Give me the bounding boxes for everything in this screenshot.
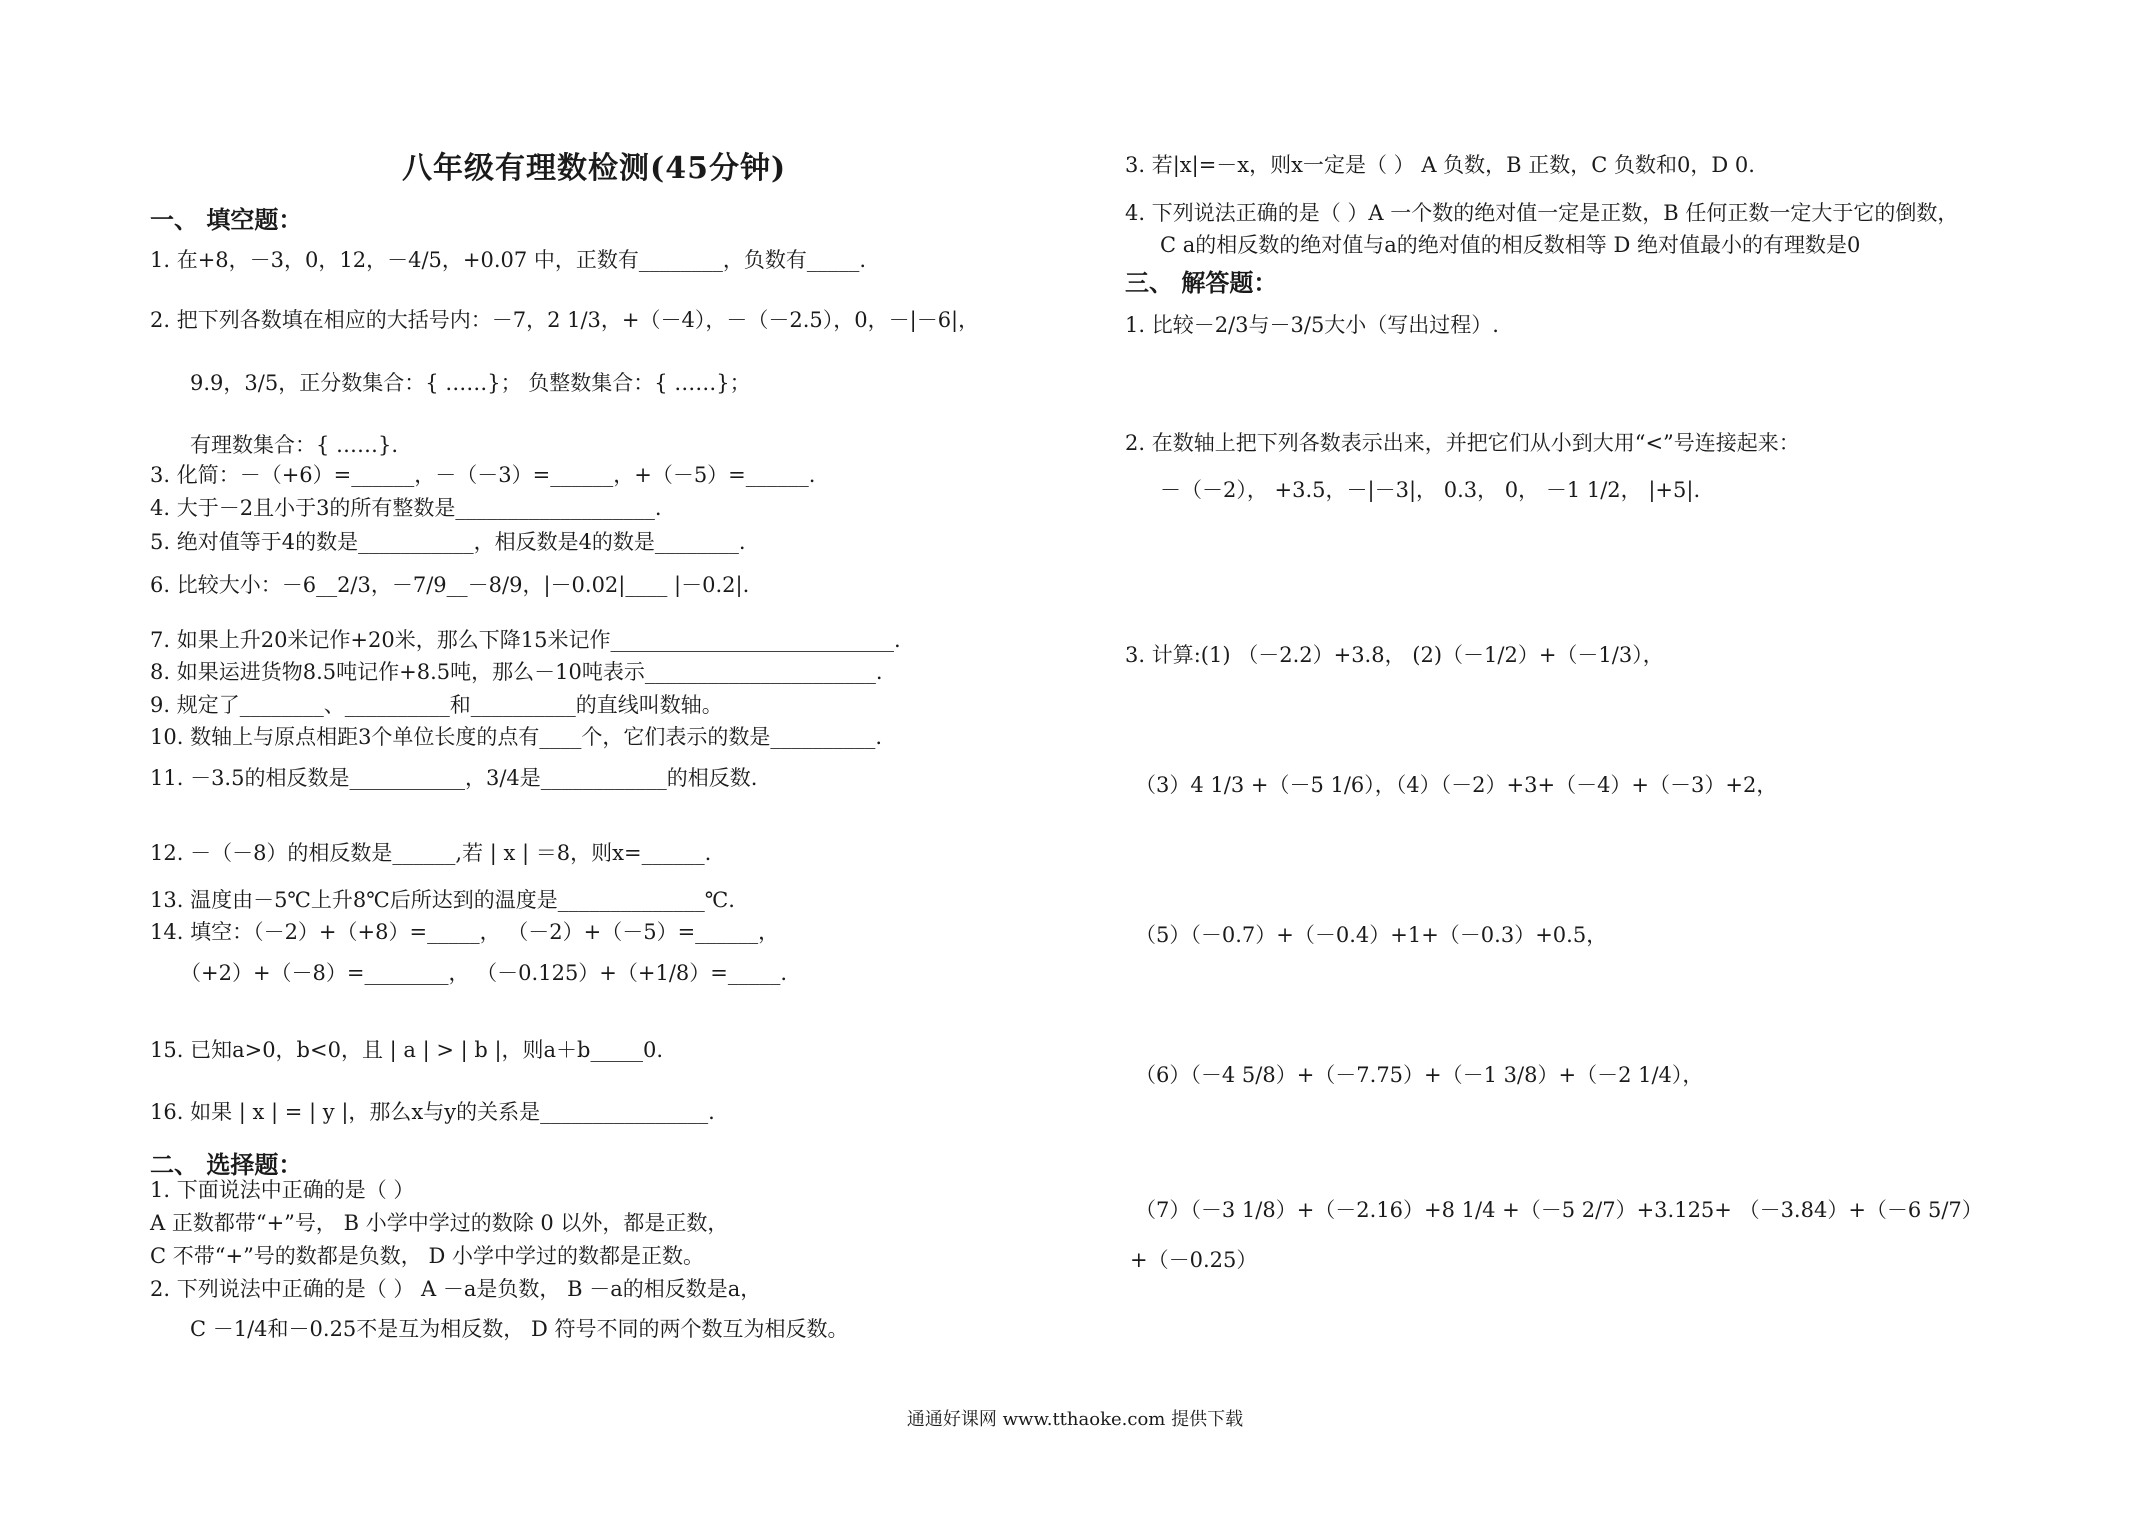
question-line: +（－0.25） bbox=[1130, 1248, 1258, 1272]
question-line: 10. 数轴上与原点相距3个单位长度的点有____个，它们表示的数是__________. bbox=[150, 725, 883, 749]
question-line: （7）（－3 1/8）+（－2.16）+8 1/4 +（－5 2/7）+3.125+ （－3.84）+（－6 5/7） bbox=[1135, 1198, 1983, 1222]
question-line: C a的相反数的绝对值与a的绝对值的相反数相等 D 绝对值最小的有理数是0 bbox=[1160, 233, 1861, 257]
question-line: 14. 填空：（－2）+（+8）=_____， （－2）+（－5）=______， bbox=[150, 920, 780, 944]
question-line: 3. 化简：－（+6）=______，－（－3）=______，+（－5）=______. bbox=[150, 463, 816, 487]
section-choice-heading: 二、 选择题： bbox=[150, 1150, 303, 1179]
question-line: 2. 下列说法中正确的是（ ） A －a是负数， B －a的相反数是a， bbox=[150, 1277, 762, 1301]
question-line: 11. －3.5的相反数是___________，3/4是____________的相反数. bbox=[150, 766, 758, 790]
page-title: 八年级有理数检测(45分钟) bbox=[402, 151, 787, 186]
question-line: 6. 比较大小：－6__2/3，－7/9__－8/9，|－0.02|____ |－0.2|. bbox=[150, 573, 750, 597]
question-line: （+2）+（－8）=________， （－0.125）+（+1/8）=_____. bbox=[180, 961, 788, 985]
question-line: －（－2）， +3.5，－|－3|， 0.3， 0， －1 1/2， |+5|. bbox=[1160, 478, 1701, 502]
question-line: 16. 如果 | x | = | y |，那么x与y的关系是________________. bbox=[150, 1100, 715, 1124]
question-line: 2. 在数轴上把下列各数表示出来，并把它们从小到大用“<”号连接起来： bbox=[1125, 431, 1800, 455]
question-line: 12. －（－8）的相反数是______,若 | x | ＝8，则x=______. bbox=[150, 841, 712, 865]
question-line: 1. 下面说法中正确的是（ ） bbox=[150, 1178, 415, 1202]
footer-credit: 通通好课网 www.tthaoke.com 提供下载 bbox=[906, 1409, 1244, 1430]
question-line: A 正数都带“+”号， B 小学中学过的数除 0 以外，都是正数， bbox=[150, 1211, 729, 1235]
question-line: 3. 若|x|=－x，则x一定是（ ） A 负数，B 正数，C 负数和0，D 0. bbox=[1125, 153, 1755, 177]
question-line: （6）（－4 5/8）+（－7.75）+（－1 3/8）+（－2 1/4）， bbox=[1135, 1063, 1704, 1087]
question-line: C －1/4和－0.25不是互为相反数， D 符号不同的两个数互为相反数。 bbox=[190, 1317, 849, 1341]
question-line: 13. 温度由－5℃上升8℃后所达到的温度是______________℃. bbox=[150, 888, 735, 912]
section-fill-heading: 一、 填空题： bbox=[150, 205, 303, 234]
section-solve-heading: 三、 解答题： bbox=[1125, 268, 1278, 297]
question-line: 7. 如果上升20米记作+20米，那么下降15米记作___________________________. bbox=[150, 628, 901, 652]
question-line: 1. 在+8，－3，0，12，－4/5，+0.07 中，正数有________，负数有_____. bbox=[150, 248, 867, 272]
question-line: 4. 下列说法正确的是（ ）A 一个数的绝对值一定是正数，B 任何正数一定大于它的倒数， bbox=[1125, 201, 1959, 225]
question-line: （3）4 1/3 +（－5 1/6），（4）（－2）+3+（－4）+（－3）+2， bbox=[1135, 773, 1778, 797]
question-line: 9.9，3/5，正分数集合：{ ……}； 负整数集合：{ ……}； bbox=[190, 371, 751, 395]
question-line: C 不带“+”号的数都是负数， D 小学中学过的数都是正数。 bbox=[150, 1244, 704, 1268]
question-line: 3. 计算:(1) （－2.2）+3.8， (2)（－1/2）+（－1/3）， bbox=[1125, 643, 1664, 667]
question-line: 15. 已知a>0，b<0，且 | a | > | b |，则a＋b_____0. bbox=[150, 1038, 664, 1062]
question-line: 2. 把下列各数填在相应的大括号内：－7，2 1/3，+（－4），－（－2.5），0，－|－6|， bbox=[150, 308, 980, 332]
question-line: 9. 规定了________、__________和__________的直线叫数轴。 bbox=[150, 693, 723, 717]
question-line: 1. 比较－2/3与－3/5大小（写出过程）. bbox=[1125, 313, 1499, 337]
question-line: 5. 绝对值等于4的数是___________，相反数是4的数是________. bbox=[150, 530, 746, 554]
question-line: 8. 如果运进货物8.5吨记作+8.5吨，那么－10吨表示______________________. bbox=[150, 660, 883, 684]
question-line: 4. 大于－2且小于3的所有整数是___________________. bbox=[150, 496, 662, 520]
question-line: （5）（－0.7）+（－0.4）+1+（－0.3）+0.5， bbox=[1135, 923, 1608, 947]
question-line: 有理数集合：{ ……}. bbox=[190, 433, 399, 457]
